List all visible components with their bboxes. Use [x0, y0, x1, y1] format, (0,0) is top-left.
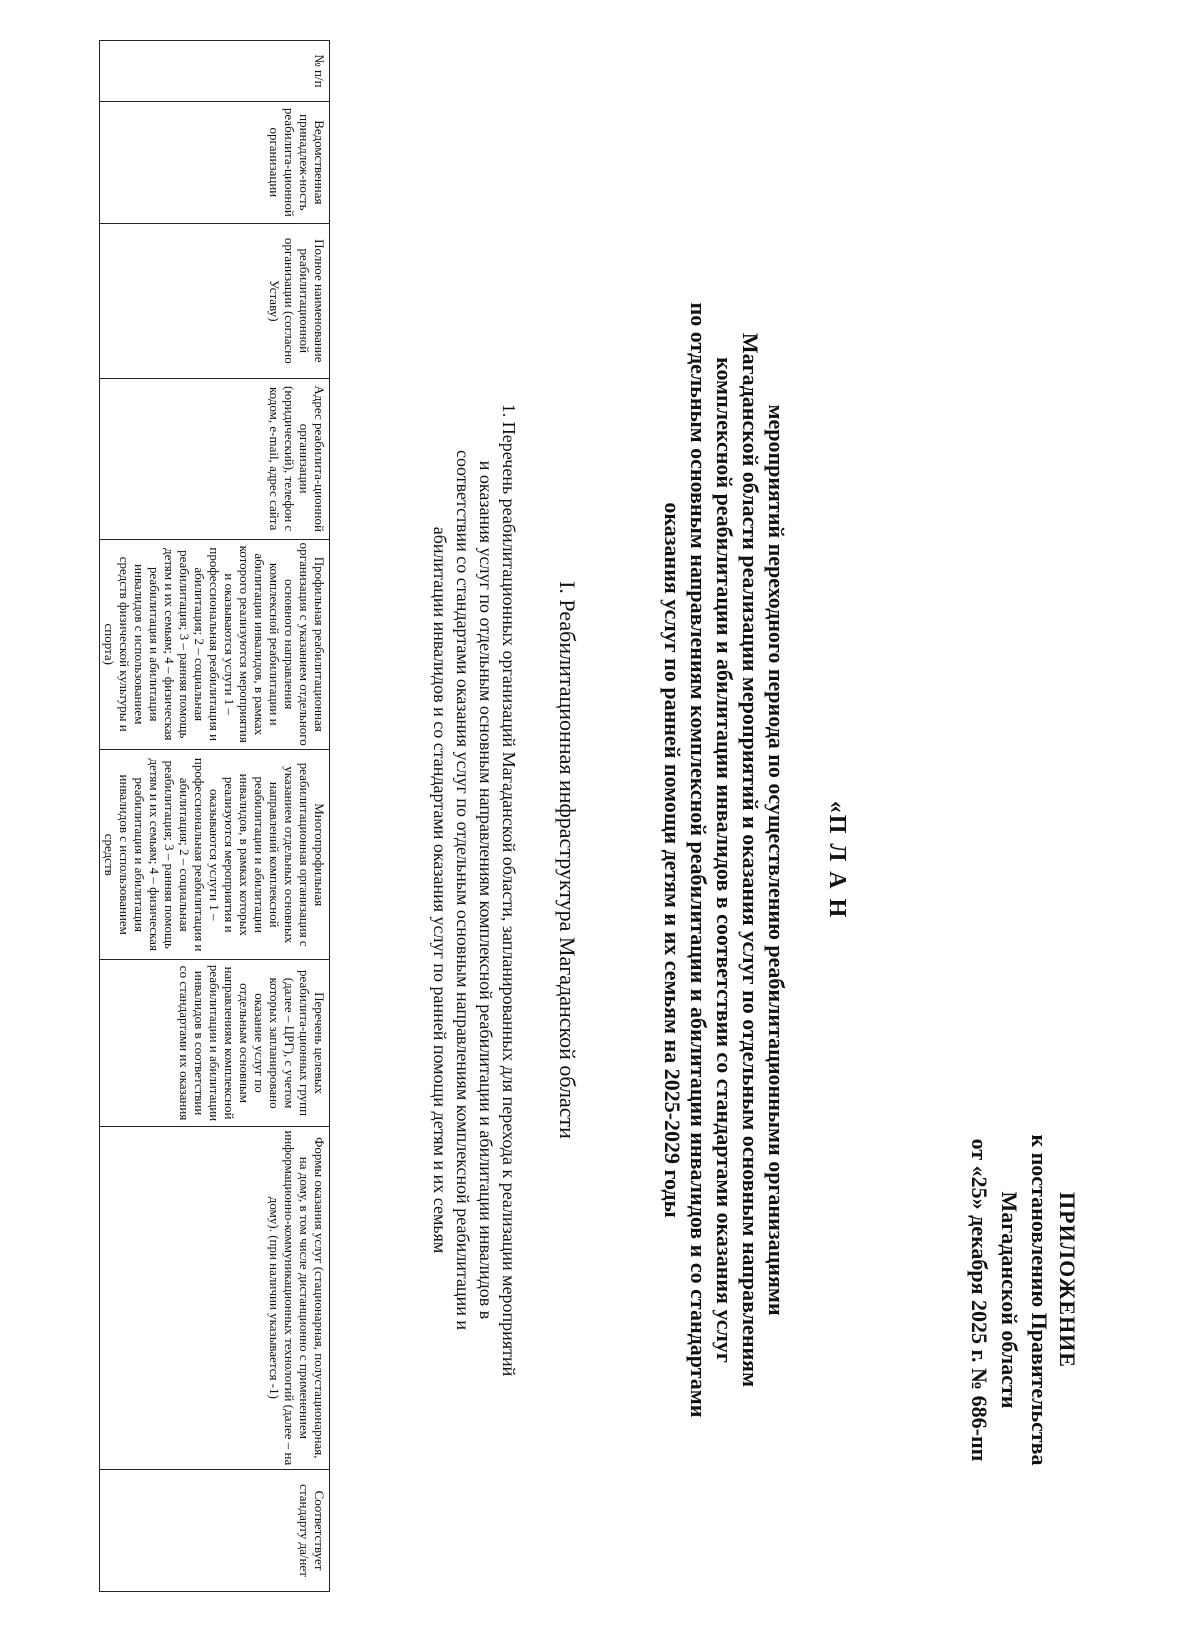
appendix-line-2: Магаданской области: [997, 1191, 1022, 1409]
appendix-line-3: от «25» декабря 2025 г. № 686-пп: [967, 1138, 992, 1462]
paragraph-line-4: абилитации инвалидов и со стандартами оказания услуг по ранней помощи детям и их семьям: [430, 526, 450, 1254]
appendix-heading: ПРИЛОЖЕНИЕ: [1055, 1192, 1080, 1368]
plan-line-1: мероприятий переходного периода по осуществлению реабилитационными организациями: [764, 404, 789, 1316]
col-header-service-forms: Формы оказания услуг (стационарная, полустационарная, на дому, в том числе дистанционно с применением информационно-коммуникационных технологий (далее – на дому). (при наличии указывается -1): [100, 1126, 330, 1469]
col-header-full-name: Полное наименование реабилитационной организации (согласно Уставу): [100, 223, 330, 378]
plan-title: «П Л А Н: [824, 800, 850, 920]
plan-title-block: [659, 170, 850, 1550]
paragraph-line-2: и оказания услуг по отдельным основным направлениям комплексной реабилитации и абилитации инвалидов в: [476, 460, 496, 1320]
paragraph-line-3: соответствии со стандартами оказания услуг по отдельным основным направлениям комплексной реабилитации и: [453, 450, 473, 1330]
plan-line-4: по отдельным основным направлениям комплексной реабилитации и абилитации инвалидов и со стандартами: [686, 302, 711, 1418]
table-header-row: [100, 41, 330, 1592]
plan-line-5: оказания услуг по ранней помощи детям и их семьям на 2025-2029 годы: [660, 502, 685, 1218]
appendix-line-1: к постановлению Правительства: [1027, 1134, 1052, 1466]
paragraph-line-1: 1. Перечень реабилитационных организаций Магаданской области, запланированных для перехода к реализации мероприятий: [499, 403, 519, 1377]
plan-line-3: комплексной реабилитации и абилитации инвалидов в соответствии со стандартами оказания услуг: [712, 357, 737, 1363]
col-header-target-groups: Перечень целевых реабилита-ционных групп (далее – ЦРГ), с учетом которых запланировано оказание услуг по отдельным основным направлениям комплексной реабилитации и абилитации инвалидов в соответствии со стандартами их оказания: [100, 960, 330, 1126]
col-header-number: № п/п: [100, 41, 330, 102]
section-heading: I. Реабилитационная инфраструктура Магаданской области: [555, 581, 580, 1139]
col-header-multiprofile-org: Многопрофильная реабилитационная организация с указанием отдельных основных направлений комплексной реабилитации и абилитации инвалидов, в рамках которых реализуются мероприятия и оказываются услуги 1 – профессиональная реабилитация и абилитация; 2 – социальная реабилитация; 3 – ранняя помощь детям и их семьям; 4 – физическая реабилитация и абилитация инвалидов с использованием средств: [100, 749, 330, 959]
intro-paragraph: [428, 210, 520, 1570]
col-header-compliance: Соответствует стандарту да/нет: [100, 1470, 330, 1592]
organizations-table: [99, 40, 330, 1592]
plan-line-2: Магаданской области реализации мероприятий и оказания услуг по отдельным основным направлениям: [738, 332, 763, 1388]
col-header-affiliation: Ведомственная принадлеж-ность реабилита-ционной организации: [100, 101, 330, 223]
col-header-profile-org: Профильная реабилитационная организация с указанием отдельного основного направления комплексной реабилитации и абилитации инвалидов, в рамках которого реализуются мероприятия и оказываются услуги 1 – профессиональная реабилитация и абилитация; 2 – социальная реабилитация; 3 – ранняя помощь детям и их семьям; 4 – физическая реабилитация и абилитация инвалидов с использованием средств физической культуры и спорта): [100, 539, 330, 749]
col-header-address: Адрес реабилита-ционной организации (юридический), телефон с кодом, e-mail, адрес сайта: [100, 378, 330, 539]
appendix-header: [964, 1090, 1080, 1650]
